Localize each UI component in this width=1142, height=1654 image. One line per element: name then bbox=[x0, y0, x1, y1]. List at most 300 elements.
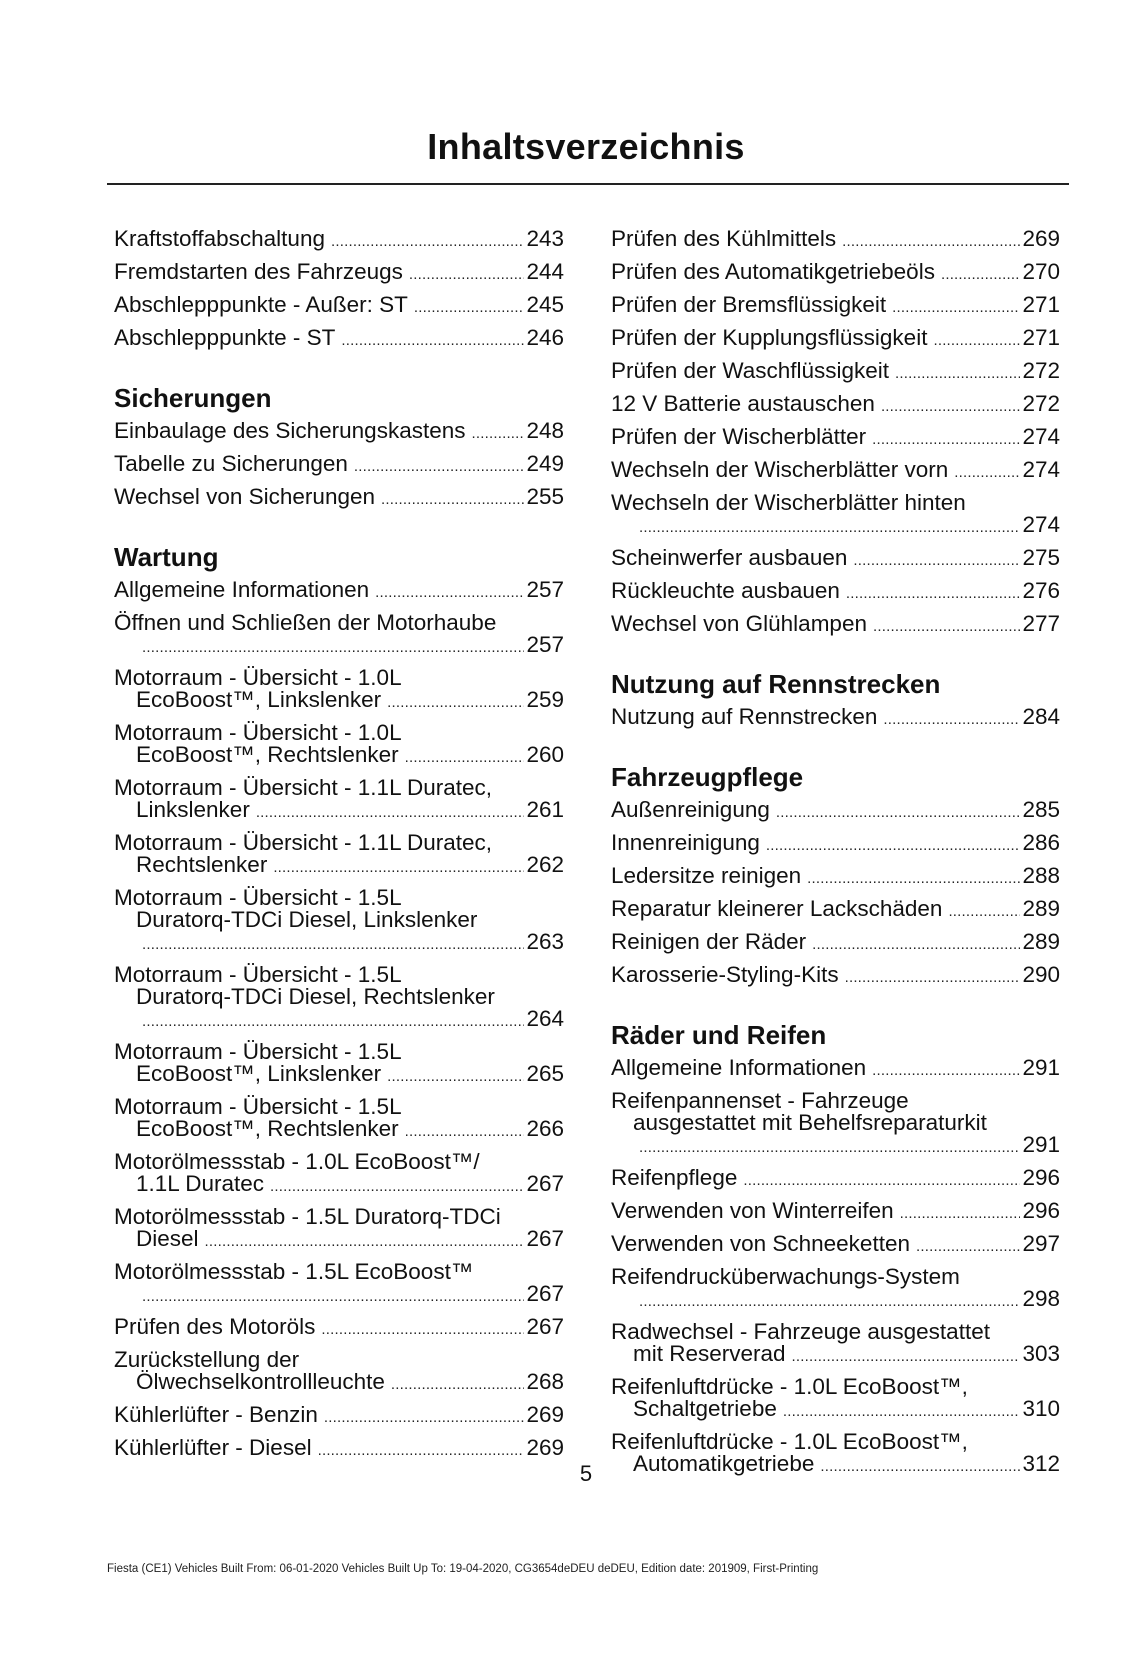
toc-entry-page: 298 bbox=[1022, 1286, 1060, 1311]
toc-entry-title-line: Prüfen des Kühlmittels bbox=[611, 226, 837, 251]
section-heading: Sicherungen bbox=[114, 383, 272, 413]
toc-entry-page: 267 bbox=[526, 1281, 564, 1306]
section-heading: Wartung bbox=[114, 542, 219, 572]
toc-entry[interactable] bbox=[114, 1261, 564, 1308]
toc-entry-title-line: Motorraum - Übersicht - 1.5L bbox=[114, 1039, 402, 1064]
toc-entry-title-line: Schaltgetriebe bbox=[633, 1396, 777, 1421]
toc-entry-title-line: Reifenpannenset - Fahrzeuge bbox=[611, 1088, 909, 1113]
toc-entry-title-line: Verwenden von Winterreifen bbox=[611, 1198, 894, 1223]
toc-right-column bbox=[611, 228, 1060, 1486]
toc-entry-page: 246 bbox=[526, 325, 564, 350]
toc-entry-page: 288 bbox=[1022, 863, 1060, 888]
toc-entry-line bbox=[114, 327, 564, 352]
toc-entry-title bbox=[114, 1096, 564, 1118]
toc-entry[interactable] bbox=[611, 459, 1060, 484]
toc-entry-title-line: Allgemeine Informationen bbox=[114, 577, 370, 602]
toc-entry-title-line: mit Reserverad bbox=[633, 1341, 786, 1366]
dot-leader bbox=[318, 1440, 525, 1462]
toc-entry-line bbox=[114, 486, 564, 511]
dot-leader bbox=[766, 835, 1021, 857]
page-title: Inhaltsverzeichnis bbox=[427, 126, 745, 167]
page-number: 5 bbox=[579, 1461, 593, 1486]
toc-entry-title-line: ausgestattet mit Behelfsreparaturkit bbox=[633, 1110, 987, 1135]
toc-entry-page: 275 bbox=[1022, 545, 1060, 570]
dot-leader bbox=[273, 857, 524, 879]
toc-entry[interactable] bbox=[611, 799, 1060, 824]
toc-entry-line bbox=[611, 1167, 1060, 1192]
toc-entry-page: 291 bbox=[1022, 1132, 1060, 1157]
toc-entry-title-line: Kühlerlüfter - Benzin bbox=[114, 1402, 318, 1427]
dot-leader bbox=[881, 396, 1021, 418]
toc-entry-page: 267 bbox=[526, 1171, 564, 1196]
toc-entry[interactable] bbox=[114, 453, 564, 478]
toc-entry-page: 303 bbox=[1022, 1341, 1060, 1366]
toc-entry-line bbox=[611, 228, 1060, 253]
toc-entry-page: 289 bbox=[1022, 929, 1060, 954]
toc-entry-line bbox=[114, 1008, 564, 1033]
toc-entry-page: 264 bbox=[526, 1006, 564, 1031]
toc-entry-title-line: Rückleuchte ausbauen bbox=[611, 578, 840, 603]
toc-entry-line bbox=[114, 294, 564, 319]
toc-entry-title-line: Motorraum - Übersicht - 1.0L bbox=[114, 665, 402, 690]
toc-entry-page: 310 bbox=[1022, 1396, 1060, 1421]
toc-entry-page: 249 bbox=[526, 451, 564, 476]
toc-entry[interactable] bbox=[611, 426, 1060, 451]
dot-leader bbox=[472, 423, 525, 445]
dot-leader bbox=[142, 1286, 524, 1308]
toc-entry-title-line: 12 V Batterie austauschen bbox=[611, 391, 875, 416]
toc-entry-line bbox=[611, 832, 1060, 857]
toc-entry-title-line: Wechsel von Sicherungen bbox=[114, 484, 375, 509]
toc-entry-title-line: Kraftstoffabschaltung bbox=[114, 226, 325, 251]
toc-entry-page: 271 bbox=[1022, 292, 1060, 317]
toc-entry-line bbox=[611, 547, 1060, 572]
toc-entry-title-line: Prüfen des Motoröls bbox=[114, 1314, 316, 1339]
toc-entry-title-line: Einbaulage des Sicherungskastens bbox=[114, 418, 466, 443]
toc-entry-page: 284 bbox=[1022, 704, 1060, 729]
toc-entry[interactable] bbox=[114, 1096, 564, 1143]
toc-entry-line bbox=[114, 1063, 564, 1088]
toc-entry-line bbox=[611, 865, 1060, 890]
toc-entry-title-line: Karosserie-Styling-Kits bbox=[611, 962, 839, 987]
dot-leader bbox=[341, 330, 524, 352]
dot-leader bbox=[414, 297, 525, 319]
toc-entry-page: 260 bbox=[526, 742, 564, 767]
toc-entry[interactable] bbox=[611, 294, 1060, 319]
toc-entry-line bbox=[114, 854, 564, 879]
toc-entry-title-line: Motorraum - Übersicht - 1.5L bbox=[114, 1094, 402, 1119]
dot-leader bbox=[324, 1407, 525, 1429]
toc-entry[interactable] bbox=[114, 1151, 564, 1198]
toc-entry-page: 297 bbox=[1022, 1231, 1060, 1256]
toc-entry-title-line: Prüfen der Wischerblätter bbox=[611, 424, 867, 449]
toc-entry-title-line: Reifendrucküberwachungs-System bbox=[611, 1264, 960, 1289]
toc-entry-line bbox=[611, 898, 1060, 923]
dot-leader bbox=[776, 802, 1021, 824]
toc-entry[interactable] bbox=[114, 579, 564, 604]
toc-entry-page: 285 bbox=[1022, 797, 1060, 822]
toc-entry-line bbox=[611, 1343, 1060, 1368]
toc-entry-page: 289 bbox=[1022, 896, 1060, 921]
toc-entry-page: 268 bbox=[526, 1369, 564, 1394]
toc-entry[interactable] bbox=[114, 832, 564, 879]
toc-entry-line bbox=[611, 706, 1060, 731]
toc-entry-title bbox=[114, 612, 564, 634]
toc-entry-title-line: EcoBoost™, Linkslenker bbox=[136, 1061, 382, 1086]
toc-entry-line bbox=[114, 261, 564, 286]
toc-entry-page: 259 bbox=[526, 687, 564, 712]
toc-entry[interactable] bbox=[114, 612, 564, 659]
toc-entry-title bbox=[114, 1041, 564, 1063]
toc-entry-title-line: Verwenden von Schneeketten bbox=[611, 1231, 910, 1256]
toc-entry-page: 274 bbox=[1022, 424, 1060, 449]
toc-entry[interactable] bbox=[611, 931, 1060, 956]
toc-entry-title-line: Fremdstarten des Fahrzeugs bbox=[114, 259, 403, 284]
toc-entry[interactable] bbox=[611, 1376, 1060, 1423]
toc-entry-page: 291 bbox=[1022, 1055, 1060, 1080]
toc-entry-title-line: Motorraum - Übersicht - 1.0L bbox=[114, 720, 402, 745]
toc-entry-line bbox=[114, 228, 564, 253]
toc-entry-page: 274 bbox=[1022, 457, 1060, 482]
toc-entry-line bbox=[611, 799, 1060, 824]
dot-leader bbox=[409, 264, 525, 286]
toc-entry-title bbox=[114, 887, 564, 931]
toc-entry-line bbox=[611, 1057, 1060, 1082]
toc-entry[interactable] bbox=[611, 228, 1060, 253]
toc-entry-title bbox=[611, 1090, 1060, 1134]
toc-entry[interactable] bbox=[611, 492, 1060, 539]
toc-entry-title bbox=[114, 1349, 564, 1371]
dot-leader bbox=[792, 1346, 1021, 1368]
dot-leader bbox=[639, 1291, 1020, 1313]
toc-entry[interactable] bbox=[611, 580, 1060, 605]
dot-leader bbox=[853, 550, 1020, 572]
toc-entry[interactable] bbox=[114, 1437, 564, 1462]
toc-entry-title-line: Wechsel von Glühlampen bbox=[611, 611, 867, 636]
toc-entry-line bbox=[611, 514, 1060, 539]
toc-entry-page: 262 bbox=[526, 852, 564, 877]
toc-entry-line bbox=[611, 1134, 1060, 1159]
section-heading: Nutzung auf Rennstrecken bbox=[611, 669, 941, 699]
toc-entry[interactable] bbox=[611, 1167, 1060, 1192]
toc-entry-line bbox=[611, 1200, 1060, 1225]
toc-entry[interactable] bbox=[611, 1266, 1060, 1313]
dot-leader bbox=[872, 1060, 1020, 1082]
toc-entry-line bbox=[611, 327, 1060, 352]
dot-leader bbox=[842, 231, 1020, 253]
toc-entry-title-line: EcoBoost™, Rechtslenker bbox=[136, 742, 399, 767]
toc-entry-line bbox=[611, 613, 1060, 638]
dot-leader bbox=[783, 1401, 1021, 1423]
toc-entry-line bbox=[114, 1283, 564, 1308]
toc-entry[interactable] bbox=[114, 777, 564, 824]
toc-entry-page: 270 bbox=[1022, 259, 1060, 284]
toc-entry-page: 312 bbox=[1022, 1451, 1060, 1476]
toc-entry-line bbox=[611, 426, 1060, 451]
toc-entry-page: 261 bbox=[526, 797, 564, 822]
dot-leader bbox=[941, 264, 1021, 286]
section-heading: Räder und Reifen bbox=[611, 1020, 827, 1050]
toc-entry-title-line: Wechseln der Wischerblätter hinten bbox=[611, 490, 966, 515]
toc-entry-page: 255 bbox=[526, 484, 564, 509]
dot-leader bbox=[900, 1203, 1021, 1225]
toc-entry-page: 296 bbox=[1022, 1198, 1060, 1223]
toc-entry-line bbox=[114, 1118, 564, 1143]
toc-entry-title bbox=[114, 964, 564, 1008]
toc-entry[interactable] bbox=[611, 964, 1060, 989]
toc-entry[interactable] bbox=[611, 865, 1060, 890]
toc-entry-title-line: Automatikgetriebe bbox=[633, 1451, 815, 1476]
toc-entry-page: 266 bbox=[526, 1116, 564, 1141]
toc-entry-page: 248 bbox=[526, 418, 564, 443]
toc-entry-line bbox=[114, 634, 564, 659]
toc-entry[interactable] bbox=[611, 706, 1060, 731]
toc-entry-line bbox=[611, 931, 1060, 956]
dot-leader bbox=[845, 967, 1021, 989]
toc-entry-title-line: Diesel bbox=[136, 1226, 199, 1251]
toc-entry-title-line: Abschlepppunkte - ST bbox=[114, 325, 336, 350]
toc-entry-line bbox=[611, 459, 1060, 484]
toc-entry-title-line: Motorraum - Übersicht - 1.5L bbox=[114, 885, 402, 910]
toc-entry[interactable] bbox=[611, 1233, 1060, 1258]
dot-leader bbox=[933, 330, 1020, 352]
dot-leader bbox=[954, 462, 1020, 484]
dot-leader bbox=[256, 802, 525, 824]
toc-entry-title bbox=[611, 1376, 1060, 1398]
toc-entry-title-line: Prüfen der Waschflüssigkeit bbox=[611, 358, 890, 383]
toc-entry[interactable] bbox=[114, 228, 564, 253]
toc-entry-title-line: Motorraum - Übersicht - 1.1L Duratec, bbox=[114, 775, 493, 800]
dot-leader bbox=[270, 1176, 524, 1198]
toc-entry-title-line: Tabelle zu Sicherungen bbox=[114, 451, 348, 476]
toc-entry-line bbox=[611, 261, 1060, 286]
toc-entry-title-line: Radwechsel - Fahrzeuge ausgestattet bbox=[611, 1319, 990, 1344]
toc-entry-title-line: Wechseln der Wischerblätter vorn bbox=[611, 457, 949, 482]
toc-entry[interactable] bbox=[114, 1404, 564, 1429]
toc-entry-title-line: Rechtslenker bbox=[136, 852, 268, 877]
toc-entry[interactable] bbox=[611, 261, 1060, 286]
toc-entry-title-line: Motorraum - Übersicht - 1.5L bbox=[114, 962, 402, 987]
toc-entry-line bbox=[114, 689, 564, 714]
toc-entry[interactable] bbox=[611, 1200, 1060, 1225]
toc-entry[interactable] bbox=[611, 1090, 1060, 1159]
toc-entry[interactable] bbox=[611, 393, 1060, 418]
dot-leader bbox=[354, 456, 525, 478]
toc-entry-page: 272 bbox=[1022, 391, 1060, 416]
dot-leader bbox=[387, 1066, 524, 1088]
dot-leader bbox=[142, 934, 524, 956]
toc-entry-line bbox=[611, 393, 1060, 418]
toc-entry-title-line: Reparatur kleinerer Lackschäden bbox=[611, 896, 943, 921]
dot-leader bbox=[331, 231, 524, 253]
toc-entry[interactable] bbox=[114, 486, 564, 511]
toc-entry-title bbox=[114, 1206, 564, 1228]
toc-entry-page: 296 bbox=[1022, 1165, 1060, 1190]
toc-entry-line bbox=[611, 1233, 1060, 1258]
toc-entry[interactable] bbox=[611, 613, 1060, 638]
toc-entry[interactable] bbox=[114, 1349, 564, 1396]
toc-entry-title-line: Ölwechselkontrollleuchte bbox=[136, 1369, 385, 1394]
toc-entry-page: 290 bbox=[1022, 962, 1060, 987]
toc-entry-page: 265 bbox=[526, 1061, 564, 1086]
toc-entry-title-line: Motorölmessstab - 1.0L EcoBoost™/ bbox=[114, 1149, 480, 1174]
toc-entry[interactable] bbox=[114, 261, 564, 286]
toc-entry-title-line: Allgemeine Informationen bbox=[611, 1055, 867, 1080]
dot-leader bbox=[892, 297, 1020, 319]
dot-leader bbox=[405, 747, 525, 769]
toc-entry-title-line: Duratorq-TDCi Diesel, Linkslenker bbox=[136, 907, 478, 932]
toc-entry-title bbox=[114, 722, 564, 744]
dot-leader bbox=[948, 901, 1020, 923]
toc-entry-page: 245 bbox=[526, 292, 564, 317]
toc-entry[interactable] bbox=[114, 327, 564, 352]
toc-entry-title-line: EcoBoost™, Linkslenker bbox=[136, 687, 382, 712]
toc-entry-page: 276 bbox=[1022, 578, 1060, 603]
toc-entry-title-line: Motorölmessstab - 1.5L Duratorq-TDCi bbox=[114, 1204, 501, 1229]
toc-entry-title bbox=[114, 777, 564, 799]
dot-leader bbox=[142, 1011, 524, 1033]
toc-entry-title-line: Motorraum - Übersicht - 1.1L Duratec, bbox=[114, 830, 493, 855]
toc-entry[interactable] bbox=[611, 547, 1060, 572]
toc-entry-page: 286 bbox=[1022, 830, 1060, 855]
toc-entry-title-line: Zurückstellung der bbox=[114, 1347, 300, 1372]
toc-entry-line bbox=[611, 580, 1060, 605]
dot-leader bbox=[873, 616, 1020, 638]
toc-entry-title-line: 1.1L Duratec bbox=[136, 1171, 264, 1196]
dot-leader bbox=[142, 637, 524, 659]
dot-leader bbox=[639, 517, 1020, 539]
dot-leader bbox=[639, 1137, 1020, 1159]
toc-entry[interactable] bbox=[611, 832, 1060, 857]
toc-entry-title-line: Prüfen der Bremsflüssigkeit bbox=[611, 292, 887, 317]
toc-entry-title-line: Duratorq-TDCi Diesel, Rechtslenker bbox=[136, 984, 495, 1009]
toc-entry-line bbox=[114, 420, 564, 445]
dot-leader bbox=[391, 1374, 525, 1396]
toc-entry-page: 271 bbox=[1022, 325, 1060, 350]
toc-entry-line bbox=[114, 1371, 564, 1396]
toc-entry[interactable] bbox=[114, 294, 564, 319]
toc-entry-page: 277 bbox=[1022, 611, 1060, 636]
toc-entry-page: 257 bbox=[526, 577, 564, 602]
toc-entry-title-line: Ledersitze reinigen bbox=[611, 863, 802, 888]
toc-entry-line bbox=[114, 1173, 564, 1198]
toc-entry-title-line: Prüfen des Automatikgetriebeöls bbox=[611, 259, 935, 284]
toc-entry-page: 272 bbox=[1022, 358, 1060, 383]
toc-entry-line bbox=[114, 453, 564, 478]
dot-leader bbox=[812, 934, 1020, 956]
toc-entry[interactable] bbox=[114, 1041, 564, 1088]
toc-entry-title-line: Außenreinigung bbox=[611, 797, 770, 822]
toc-entry-title-line: Prüfen der Kupplungsflüssigkeit bbox=[611, 325, 928, 350]
toc-entry-page: 269 bbox=[526, 1402, 564, 1427]
toc-entry-title-line: Kühlerlüfter - Diesel bbox=[114, 1435, 312, 1460]
toc-entry-line bbox=[611, 1398, 1060, 1423]
toc-entry-page: 269 bbox=[1022, 226, 1060, 251]
dot-leader bbox=[387, 692, 524, 714]
toc-entry-line bbox=[114, 799, 564, 824]
toc-entry-page: 257 bbox=[526, 632, 564, 657]
toc-entry-page: 267 bbox=[526, 1314, 564, 1339]
toc-entry-title bbox=[114, 1261, 564, 1283]
toc-entry-title-line: Reinigen der Räder bbox=[611, 929, 807, 954]
toc-entry-line bbox=[611, 294, 1060, 319]
toc-entry-title bbox=[611, 492, 1060, 514]
toc-entry-title bbox=[114, 667, 564, 689]
dot-leader bbox=[321, 1319, 524, 1341]
toc-entry-line bbox=[611, 360, 1060, 385]
toc-entry[interactable] bbox=[611, 360, 1060, 385]
toc-entry-title bbox=[611, 1266, 1060, 1288]
toc-entry-page: 244 bbox=[526, 259, 564, 284]
toc-entry-title bbox=[114, 1151, 564, 1173]
section-heading: Fahrzeugpflege bbox=[611, 762, 804, 792]
toc-entry-title-line: EcoBoost™, Rechtslenker bbox=[136, 1116, 399, 1141]
toc-entry-title-line: Reifenpflege bbox=[611, 1165, 738, 1190]
toc-entry[interactable] bbox=[114, 1316, 564, 1341]
toc-entry-title-line: Abschlepppunkte - Außer: ST bbox=[114, 292, 408, 317]
footer-edition-info: Fiesta (CE1) Vehicles Built From: 06-01-2020 Vehicles Built Up To: 19-04-2020, CG3654deDEU deDEU, Edition date: 201909, First-Printing bbox=[107, 1563, 819, 1575]
dot-leader bbox=[405, 1121, 525, 1143]
dot-leader bbox=[381, 489, 524, 511]
dot-leader bbox=[846, 583, 1021, 605]
toc-entry-line bbox=[611, 964, 1060, 989]
dot-leader bbox=[895, 363, 1020, 385]
toc-entry-title-line: Linkslenker bbox=[136, 797, 250, 822]
toc-entry[interactable] bbox=[114, 1206, 564, 1253]
toc-entry[interactable] bbox=[114, 722, 564, 769]
toc-entry[interactable] bbox=[611, 1321, 1060, 1368]
toc-entry-line bbox=[114, 1316, 564, 1341]
toc-entry[interactable] bbox=[114, 887, 564, 956]
toc-entry[interactable] bbox=[611, 1057, 1060, 1082]
dot-leader bbox=[807, 868, 1020, 890]
toc-left-column bbox=[114, 228, 564, 1470]
toc-entry[interactable] bbox=[114, 964, 564, 1033]
dot-leader bbox=[375, 582, 524, 604]
title-divider bbox=[107, 183, 1069, 185]
dot-leader bbox=[743, 1170, 1020, 1192]
dot-leader bbox=[872, 429, 1020, 451]
dot-leader bbox=[205, 1231, 525, 1253]
toc-entry-page: 269 bbox=[526, 1435, 564, 1460]
toc-entry-page: 274 bbox=[1022, 512, 1060, 537]
dot-leader bbox=[916, 1236, 1020, 1258]
toc-entry-title bbox=[114, 832, 564, 854]
toc-entry-line bbox=[114, 931, 564, 956]
toc-entry-page: 263 bbox=[526, 929, 564, 954]
toc-entry[interactable] bbox=[611, 327, 1060, 352]
toc-entry-line bbox=[114, 1228, 564, 1253]
toc-entry-title-line: Öffnen und Schließen der Motorhaube bbox=[114, 610, 497, 635]
toc-entry-line bbox=[114, 1437, 564, 1462]
toc-entry-line bbox=[114, 579, 564, 604]
toc-entry-line bbox=[114, 744, 564, 769]
toc-entry[interactable] bbox=[114, 420, 564, 445]
toc-entry-line bbox=[114, 1404, 564, 1429]
dot-leader bbox=[883, 709, 1020, 731]
toc-entry-line bbox=[611, 1288, 1060, 1313]
toc-entry-title-line: Nutzung auf Rennstrecken bbox=[611, 704, 878, 729]
toc-entry-title-line: Reifenluftdrücke - 1.0L EcoBoost™, bbox=[611, 1429, 968, 1454]
toc-entry-title-line: Scheinwerfer ausbauen bbox=[611, 545, 848, 570]
toc-entry-title-line: Reifenluftdrücke - 1.0L EcoBoost™, bbox=[611, 1374, 968, 1399]
toc-entry-page: 243 bbox=[526, 226, 564, 251]
toc-entry[interactable] bbox=[611, 898, 1060, 923]
toc-entry-title-line: Innenreinigung bbox=[611, 830, 760, 855]
toc-entry-title-line: Motorölmessstab - 1.5L EcoBoost™ bbox=[114, 1259, 474, 1284]
toc-entry-title bbox=[611, 1431, 1060, 1453]
toc-entry[interactable] bbox=[114, 667, 564, 714]
